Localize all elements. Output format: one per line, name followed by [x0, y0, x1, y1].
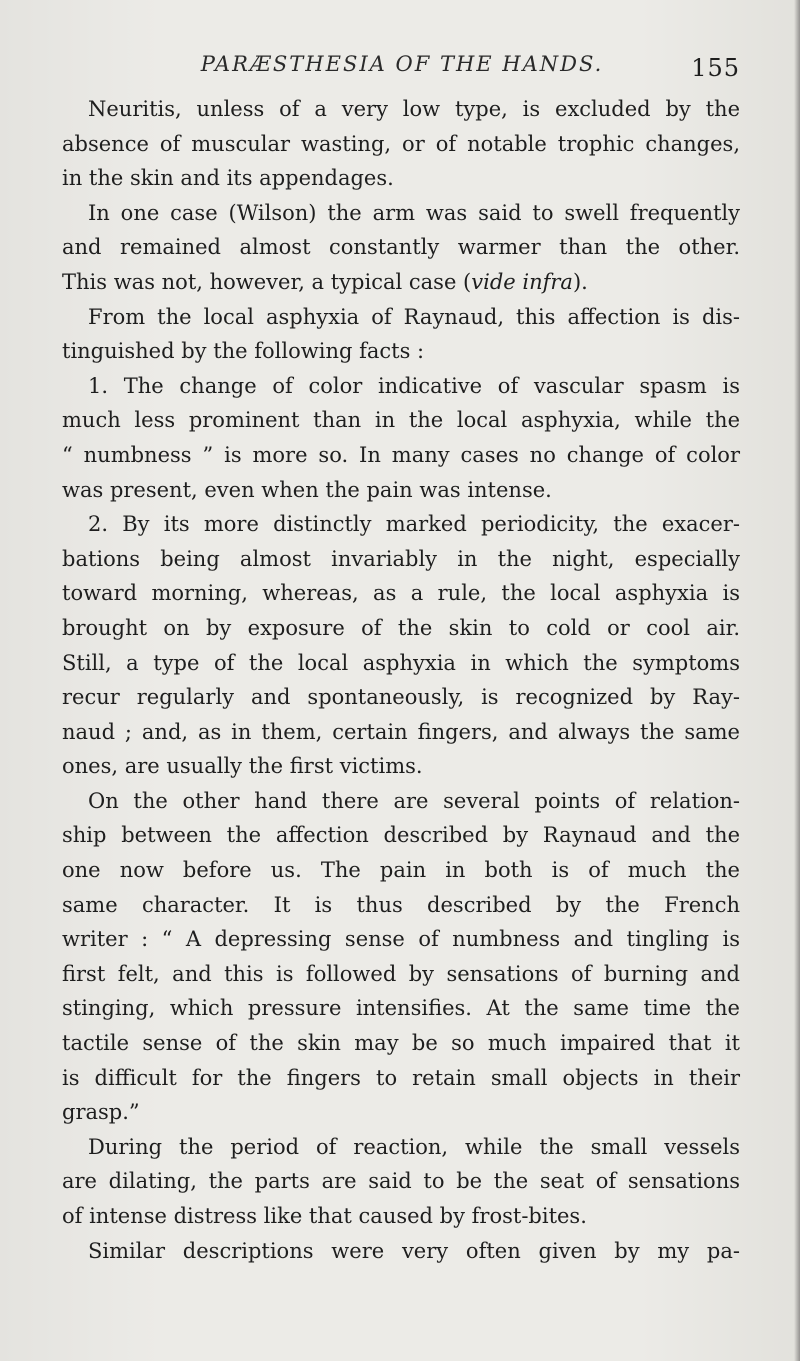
- text-line: During the period of reaction, while the small vessels: [88, 1134, 740, 1159]
- text-line: From the local asphyxia of Raynaud, this affection is dis-: [88, 304, 740, 329]
- text-line: grasp.”: [62, 1100, 140, 1125]
- paragraph-relationship: [62, 784, 740, 1130]
- paragraph-reaction: [62, 1130, 740, 1234]
- text-line: tactile sense of the skin may be so much impaired that it: [62, 1031, 740, 1056]
- text-line: one now before us. The pain in both is of much the: [62, 858, 740, 883]
- paragraph-fact-1: [62, 369, 740, 507]
- text-line: tinguished by the following facts :: [62, 339, 425, 364]
- text-line: ship between the affection described by Raynaud and the: [62, 823, 740, 848]
- text-line: much less prominent than in the local asphyxia, while the: [62, 408, 740, 433]
- paragraph-wilson-case: [62, 196, 740, 300]
- paragraph-similar: [62, 1234, 740, 1269]
- text-line: Similar descriptions were very often given by my pa-: [88, 1238, 740, 1263]
- text-line: Neuritis, unless of a very low type, is excluded by the: [88, 97, 740, 121]
- text-line: 1. The change of color indicative of vascular spasm is: [88, 373, 740, 398]
- text-line: and remained almost constantly warmer than the other.: [62, 235, 740, 260]
- text-line: On the other hand there are several points of relation-: [88, 788, 740, 813]
- text-line: brought on by exposure of the skin to cold or cool air.: [62, 615, 740, 640]
- text-line: absence of muscular wasting, or of notable trophic changes,: [62, 131, 740, 156]
- text-line: stinging, which pressure intensifies. At the same time the: [62, 996, 740, 1021]
- text-line: are dilating, the parts are said to be the seat of sensations: [62, 1169, 740, 1194]
- body-text: [62, 92, 740, 1268]
- text-line: recur regularly and spontaneously, is recognized by Ray-: [62, 685, 740, 710]
- text-line: first felt, and this is followed by sensations of burning and: [62, 961, 740, 986]
- page-header: [62, 50, 742, 84]
- text-line: Still, a type of the local asphyxia in which the symptoms: [62, 650, 740, 675]
- paragraph-raynaud-intro: [62, 300, 740, 369]
- paragraph-fact-2: [62, 507, 740, 784]
- text-line: writer : “ A depressing sense of numbness and tingling is: [62, 927, 740, 952]
- text-line: 2. By its more distinctly marked periodicity, the exacer-: [88, 512, 740, 537]
- text-line: toward morning, whereas, as a rule, the local asphyxia is: [62, 581, 740, 606]
- text-line: was present, even when the pain was intense.: [62, 477, 552, 502]
- text-line: In one case (Wilson) the arm was said to swell frequently: [88, 200, 740, 225]
- text-line-vide-infra: This was not, however, a typical case (vide infra).: [62, 269, 588, 294]
- page-number: 155: [691, 54, 740, 82]
- text-line: same character. It is thus described by the French: [62, 892, 740, 917]
- text-line: naud ; and, as in them, certain fingers, and always the same: [62, 719, 740, 744]
- text-line: of intense distress like that caused by frost-bites.: [62, 1204, 587, 1228]
- text-line: is difficult for the fingers to retain small objects in their: [62, 1065, 740, 1090]
- text-line: in the skin and its appendages.: [62, 166, 394, 191]
- paragraph-neuritis: [62, 92, 740, 196]
- running-head: PARÆSTHESIA OF THE HANDS.: [200, 52, 604, 76]
- text-line: ones, are usually the first victims.: [62, 754, 423, 779]
- text-line: “ numbness ” is more so. In many cases no change of color: [62, 442, 740, 467]
- text-line: bations being almost invariably in the night, especially: [62, 546, 740, 571]
